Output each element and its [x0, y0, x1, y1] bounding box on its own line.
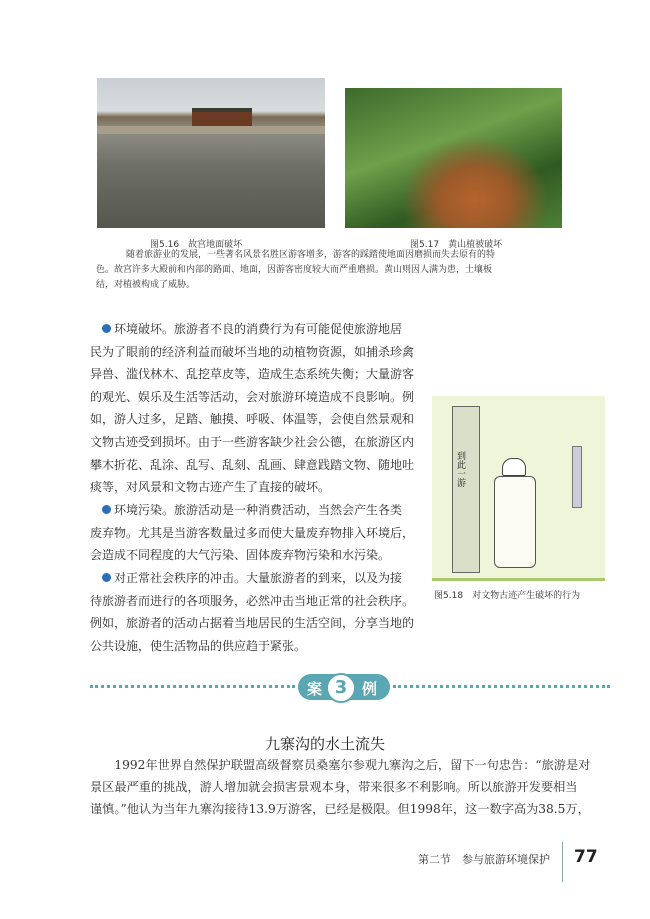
figure-caption-body: 随着旅游业的发展，一些著名风景名胜区游客增多，游客的踩踏使地面因磨损而失去原有的特 色。故宫许多大殿前和内部的路面、地面，因游客密度较大而严重磨损。黄山则因人满为患，土壤板 结，对植被构成了威胁。 — [96, 250, 496, 290]
paragraph-social-order: 对正常社会秩序的冲击。大量旅游者的到来，以及为接 待旅游者而进行的各项服务，必然冲击当地正常的社会秩序。 例如，旅游者的活动占据着当地居民的生活空间，分享当地的 公共设施，使生活物品的供应趋于紧张。 — [90, 571, 415, 653]
case-text: 1992年世界自然保护联盟高级督察员桑塞尔参观九寨沟之后，留下一句忠告：“旅游是对 景区最严重的挑战，游人增加就会损害景观本身，带来很多不利影响。所以旅游开发要相当 谨慎。”他认为当年九寨沟接待13.9万游客，已经是极限。但1998年，这一数字高为38.5万， — [90, 758, 591, 816]
case-banner: 案 3 例 — [298, 674, 390, 700]
footer-section-title: 第二节 参与旅游环境保护 — [418, 853, 550, 866]
paragraph-environment-damage: 环境破坏。旅游者不良的消费行为有可能促使旅游地居 民为了眼前的经济利益而破坏当地的动植物资源，如捕杀珍禽 异兽、滥伐林木、乱挖草皮等，造成生态系统失衡；大量游客 的观光、娱乐及生活等活动，会对旅游环境造成不良影响。例 如，游人过多，足踏、触摸、呼吸、体温等，会使自然景观和 文物古迹受到损坏。由于一些游客缺少社会公德，在旅游区内 攀木折花、乱涂、乱写、乱刻、乱画、肆意践踏文物、随地吐 痰等，对风景和文物古迹产生了直接的破坏。 — [90, 322, 415, 495]
forbidden-city-photo — [97, 78, 325, 228]
bullet-icon — [102, 573, 111, 582]
cartoon-illustration — [432, 396, 605, 581]
divider-right — [393, 685, 610, 688]
paragraph-environment-pollution: 环境污染。旅游活动是一种消费活动，当然会产生各类 废弃物。尤其是当游客数量过多而使大量废弃物排入环境后， 会造成不同程度的大气污染、固体废弃物污染和水污染。 — [90, 503, 415, 563]
page-number: 77 — [574, 847, 598, 867]
bullet-icon — [102, 505, 111, 514]
figure-caption-5-18: 图5.18 对文物古迹产生破坏的行为 — [434, 591, 581, 601]
divider-left — [90, 685, 295, 688]
case-title: 九寨沟的水土流失 — [264, 735, 385, 753]
huangshan-photo — [345, 88, 562, 228]
graffiti-text: 到此一游 — [455, 451, 465, 487]
bullet-icon — [102, 324, 111, 333]
figure-caption-5-16: 图5.16 故宫地面破坏 — [150, 240, 243, 250]
footer-divider — [562, 842, 563, 882]
figure-caption-5-17: 图5.17 黄山植被破坏 — [410, 240, 503, 250]
